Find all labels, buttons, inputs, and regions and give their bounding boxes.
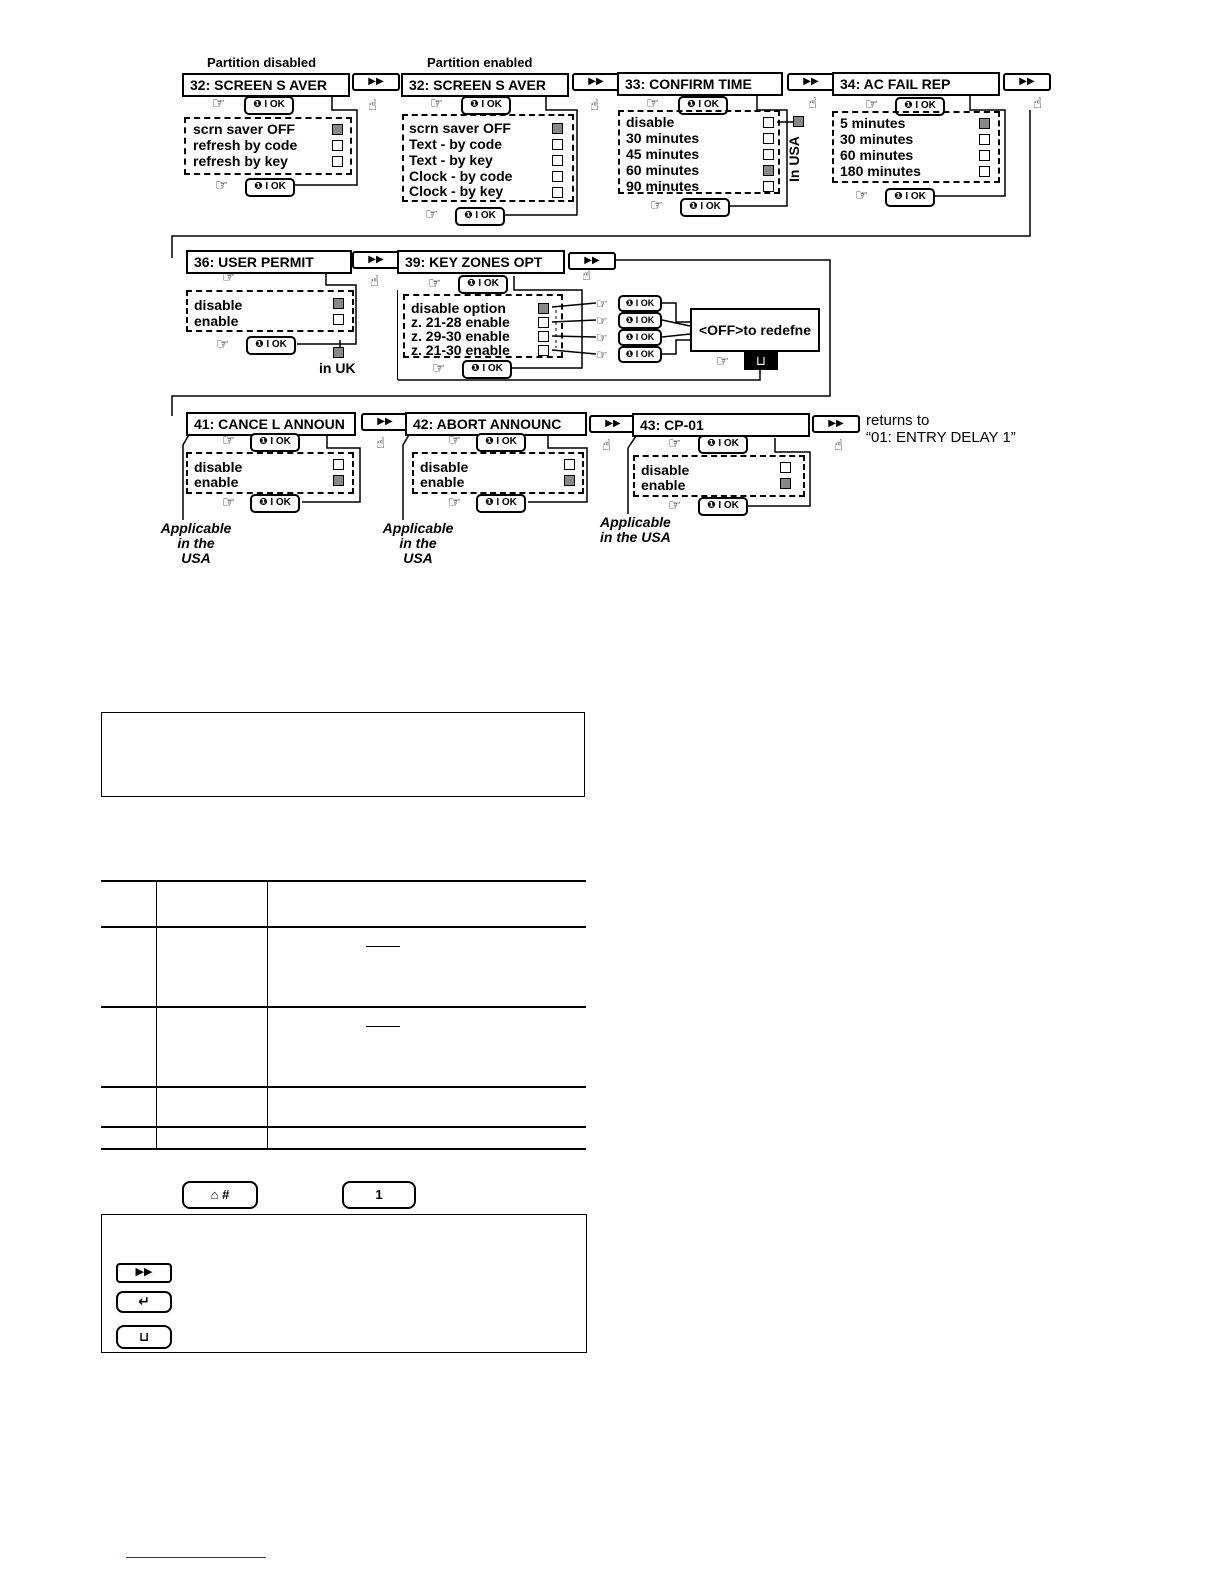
one-key[interactable]: 1 [342, 1181, 416, 1209]
returns-to-note [866, 412, 1016, 446]
underline-mark [366, 946, 400, 947]
table-rule [101, 926, 586, 928]
settings-table [101, 880, 586, 1150]
hand-pointing-icon: ☞ [212, 95, 226, 112]
in-uk-label: in UK [319, 360, 356, 376]
ok-button[interactable]: ❶ I OK [250, 433, 300, 452]
table-rule [101, 1006, 586, 1008]
option-checkbox[interactable] [979, 134, 990, 145]
next-button[interactable]: ▶▶ [787, 73, 835, 91]
hand-pointing-icon: ☞ [596, 313, 608, 328]
next-button[interactable]: ▶▶ [568, 252, 616, 270]
hand-pointing-icon: ☞ [650, 197, 664, 214]
option-checkbox[interactable] [763, 133, 774, 144]
underline-mark [366, 1026, 400, 1027]
option-checkbox[interactable] [333, 298, 344, 309]
returns-to-line: returns to [866, 412, 930, 429]
ok-button[interactable]: ❶ I OK [246, 336, 296, 355]
next-button[interactable]: ▶▶ [361, 413, 409, 431]
ok-button[interactable]: ❶ I OK [698, 497, 748, 516]
next-key-icon: ▶▶ [116, 1263, 172, 1283]
hand-pointing-icon: ☞ [222, 269, 236, 286]
option-checkbox[interactable] [552, 187, 563, 198]
options-box [186, 290, 354, 332]
footnote-rule [126, 1557, 266, 1558]
option-checkbox[interactable] [332, 156, 343, 167]
hand-pointer-icon: ☝ [376, 435, 386, 452]
table-col-divider [267, 882, 268, 1148]
option-label: 30 minutes [840, 131, 914, 147]
ok-button[interactable]: ❶ I OK [458, 275, 508, 294]
hand-pointing-icon: ☞ [222, 494, 236, 511]
applicable-usa-note: Applicable in the USA [160, 520, 232, 566]
option-label: disable [626, 114, 675, 130]
option-label: z. 21-30 enable [411, 342, 510, 358]
option-checkbox[interactable] [552, 155, 563, 166]
hand-pointing-icon: ☞ [425, 206, 439, 223]
option-label: 45 minutes [626, 146, 700, 162]
keys-legend-box [101, 1214, 587, 1353]
hand-pointing-icon: ☞ [432, 360, 446, 377]
hand-pointing-icon: ☞ [596, 330, 608, 345]
option-checkbox[interactable] [333, 459, 344, 470]
options-box [412, 452, 584, 494]
hand-pointing-icon: ☞ [855, 187, 869, 204]
hand-pointing-icon: ☞ [430, 95, 444, 112]
menu-32-screen-saver-header: 32: SCREEN S AVER [182, 73, 350, 97]
next-button[interactable]: ▶▶ [352, 73, 400, 91]
option-label: 180 minutes [840, 163, 921, 179]
option-checkbox[interactable] [763, 165, 774, 176]
option-checkbox[interactable] [332, 140, 343, 151]
next-button[interactable]: ▶▶ [1003, 73, 1051, 91]
option-label: Text - by key [409, 152, 493, 168]
hand-pointer-icon: ☝ [590, 97, 600, 114]
ok-button[interactable]: ❶ I OK [895, 97, 945, 116]
menu-39-key-zones-opt-header: 39: KEY ZONES OPT [397, 250, 565, 274]
ok-button[interactable]: ❶ I OK [245, 178, 295, 197]
option-checkbox[interactable] [763, 181, 774, 192]
option-checkbox[interactable] [979, 118, 990, 129]
next-button[interactable]: ▶▶ [589, 415, 637, 433]
menu-36-user-permit-header: 36: USER PERMIT [186, 250, 352, 274]
hand-pointing-icon: ☞ [215, 177, 229, 194]
menu-41-cancel-announ-header: 41: CANCE L ANNOUN [186, 412, 356, 436]
option-checkbox[interactable] [979, 166, 990, 177]
hand-pointer-icon: ☝ [582, 267, 592, 284]
options-box [633, 455, 805, 497]
ok-button[interactable]: ❶ I OK [678, 96, 728, 115]
unlock-key-icon[interactable]: ⊔ [744, 352, 778, 370]
next-button[interactable]: ▶▶ [572, 73, 620, 91]
partition-enabled-label: Partition enabled [427, 55, 533, 70]
option-checkbox[interactable] [552, 139, 563, 150]
table-col-divider [156, 882, 157, 1148]
hand-pointer-icon: ☝ [834, 437, 844, 454]
option-label: scrn saver OFF [409, 120, 511, 136]
options-box [402, 114, 574, 202]
applicable-usa-note: Applicable in the USA [600, 514, 671, 545]
option-label: 60 minutes [840, 147, 914, 163]
option-label: disable [194, 297, 243, 313]
hand-pointing-icon: ☞ [216, 336, 230, 353]
option-label: refresh by code [193, 137, 298, 153]
next-button[interactable]: ▶▶ [812, 415, 860, 433]
hand-pointer-icon: ☝ [602, 437, 612, 454]
ok-button[interactable]: ❶ I OK [618, 346, 662, 363]
option-checkbox[interactable] [780, 478, 791, 489]
option-checkbox[interactable] [333, 314, 344, 325]
ok-button[interactable]: ❶ I OK [885, 188, 935, 207]
uk-default-checkbox [333, 347, 344, 358]
menu-33-confirm-time-header: 33: CONFIRM TIME [617, 72, 783, 96]
hand-pointing-icon: ☞ [865, 96, 879, 113]
in-usa-label [786, 136, 806, 182]
hand-pointer-icon: ☝ [370, 273, 380, 290]
option-label: 5 minutes [840, 115, 906, 131]
hand-pointing-icon: ☞ [716, 353, 730, 370]
table-rule [101, 1086, 586, 1088]
options-box [186, 452, 354, 494]
ok-button[interactable]: ❶ I OK [462, 360, 512, 379]
hand-pointer-icon: ☝ [1033, 95, 1043, 112]
option-checkbox[interactable] [780, 462, 791, 473]
menu-34-ac-fail-rep-header: 34: AC FAIL REP [832, 72, 1000, 96]
ok-button[interactable]: ❶ I OK [618, 312, 662, 329]
ok-button[interactable]: ❶ I OK [476, 433, 526, 452]
ok-button[interactable]: ❶ I OK [455, 207, 505, 226]
option-label: 60 minutes [626, 162, 700, 178]
in-usa-text: In USA [786, 136, 802, 182]
option-label: refresh by key [193, 153, 288, 169]
partition-disabled-label: Partition disabled [207, 55, 317, 70]
ok-button[interactable]: ❶ I OK [461, 96, 511, 115]
option-checkbox[interactable] [979, 150, 990, 161]
option-label: Text - by code [409, 136, 503, 152]
hand-pointing-icon: ☞ [668, 497, 682, 514]
option-checkbox[interactable] [564, 475, 575, 486]
option-checkbox[interactable] [538, 331, 549, 342]
option-label: enable [194, 474, 239, 490]
ok-button[interactable]: ❶ I OK [476, 494, 526, 513]
note-box [101, 712, 585, 797]
option-label: enable [194, 313, 239, 329]
option-label: Clock - by key [409, 183, 504, 199]
option-checkbox[interactable] [332, 124, 343, 135]
hand-pointing-icon: ☞ [646, 95, 660, 112]
option-label: disable [420, 459, 469, 475]
ok-button[interactable]: ❶ I OK [250, 494, 300, 513]
table-rule [101, 1126, 586, 1128]
usa-default-checkbox [793, 116, 804, 127]
option-checkbox[interactable] [552, 123, 563, 134]
option-label: enable [420, 474, 465, 490]
ok-button[interactable]: ❶ I OK [618, 295, 662, 312]
option-label: 90 minutes [626, 178, 700, 194]
option-label: disable [194, 459, 243, 475]
options-box [832, 111, 1000, 183]
option-checkbox[interactable] [538, 317, 549, 328]
option-checkbox[interactable] [552, 171, 563, 182]
option-label: disable [641, 462, 690, 478]
option-checkbox[interactable] [538, 303, 549, 314]
hand-pointing-icon: ☞ [668, 435, 682, 452]
menu-42-abort-announc-header: 42: ABORT ANNOUNC [405, 412, 587, 436]
option-checkbox[interactable] [763, 149, 774, 160]
ok-button[interactable]: ❶ I OK [244, 96, 294, 115]
hand-pointing-icon: ☞ [596, 296, 608, 311]
option-checkbox[interactable] [538, 345, 549, 356]
hand-pointing-icon: ☞ [222, 432, 236, 449]
option-label: scrn saver OFF [193, 121, 295, 137]
frame-line [397, 290, 400, 380]
home-hash-key[interactable]: ⌂ # [182, 1181, 258, 1209]
option-checkbox[interactable] [763, 117, 774, 128]
option-label: z. 29-30 enable [411, 328, 510, 344]
off-to-redefine-box: <OFF>to redefne [690, 308, 820, 352]
option-checkbox[interactable] [333, 475, 344, 486]
options-box [184, 117, 352, 175]
ok-button[interactable]: ❶ I OK [698, 435, 748, 454]
option-label: 30 minutes [626, 130, 700, 146]
unlock-key-icon: ⊔ [116, 1325, 172, 1349]
hand-pointing-icon: ☞ [448, 432, 462, 449]
ok-button[interactable]: ❶ I OK [618, 329, 662, 346]
hand-pointer-icon: ☝ [368, 97, 378, 114]
menu-43-cp-01-header: 43: CP-01 [632, 413, 810, 437]
applicable-usa-note: Applicable in the USA [382, 520, 454, 566]
hand-pointing-icon: ☞ [428, 275, 442, 292]
returns-to-target: “01: ENTRY DELAY 1” [866, 429, 1016, 446]
hand-pointing-icon: ☞ [448, 494, 462, 511]
hand-pointer-icon: ☝ [808, 95, 818, 112]
hand-pointing-icon: ☞ [596, 347, 608, 362]
option-label: Clock - by code [409, 168, 513, 184]
back-key-icon: ↵ [116, 1291, 172, 1313]
next-button[interactable]: ▶▶ [352, 251, 400, 269]
option-label: enable [641, 477, 686, 493]
option-label: disable option [411, 300, 506, 316]
option-checkbox[interactable] [564, 459, 575, 470]
options-box [403, 294, 563, 358]
options-box [618, 110, 780, 194]
ok-button[interactable]: ❶ I OK [680, 198, 730, 217]
option-label: z. 21-28 enable [411, 314, 510, 330]
menu-32-screen-saver-header: 32: SCREEN S AVER [401, 73, 569, 97]
